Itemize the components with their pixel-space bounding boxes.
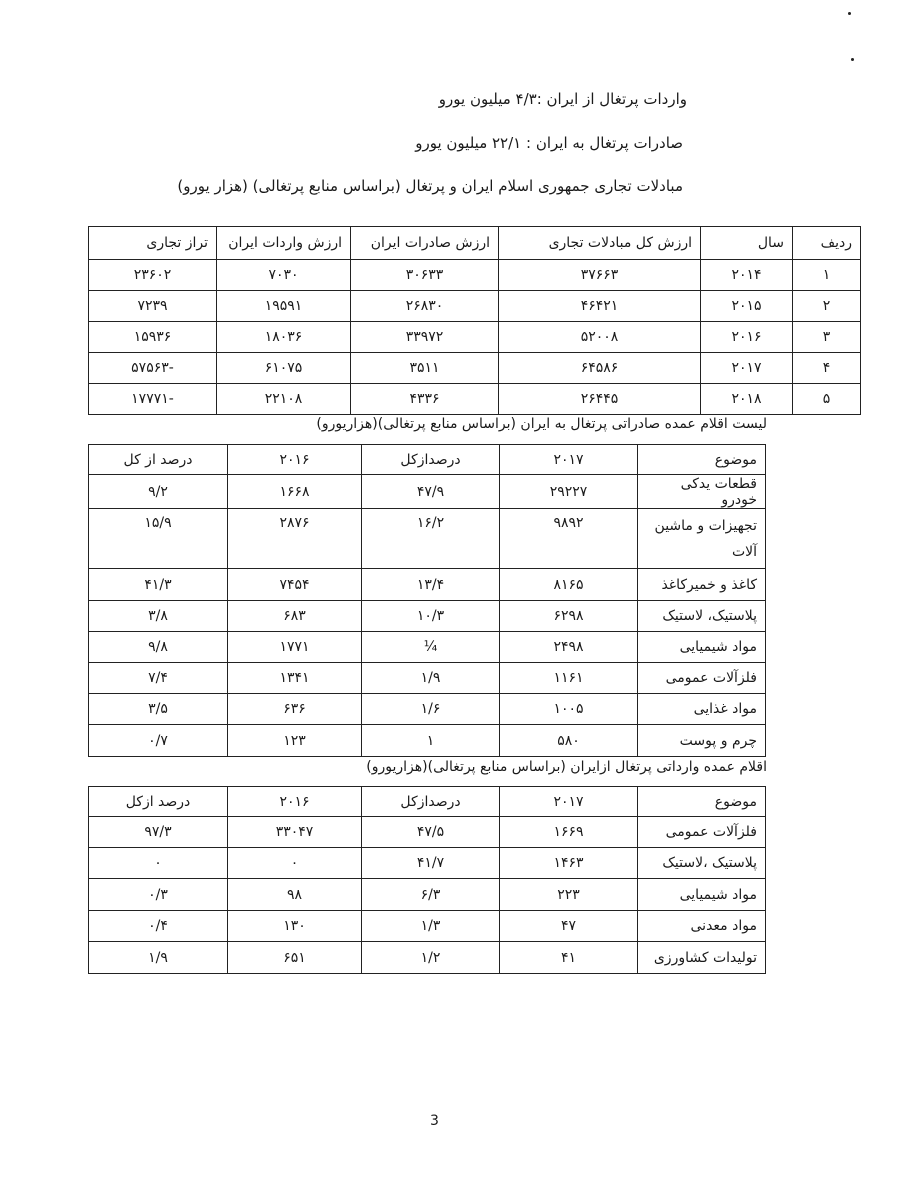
table-cell: ۴۱/۷ <box>362 848 500 879</box>
table-row <box>89 663 766 694</box>
header-cell: موضوع <box>638 787 766 817</box>
table-cell: ۸۱۶۵ <box>500 569 638 601</box>
trade-table-title: مبادلات تجاری جمهوری اسلام ایران و پرتغال (براساس منابع پرتغالی) (هزار یورو) <box>177 177 683 195</box>
table-cell: ۴۶۴۲۱ <box>499 291 701 322</box>
table-cell: ۴۱/۳ <box>89 569 228 601</box>
table-cell: ۱/۹ <box>89 942 228 974</box>
table-cell: ۲۰۱۸ <box>701 384 793 415</box>
table-cell: ۴۷/۵ <box>362 817 500 848</box>
table-cell: ۴ <box>793 353 861 384</box>
table-cell: ۷۰۳۰ <box>217 260 351 291</box>
table-cell: ۱۰/۳ <box>362 601 500 632</box>
header-cell: درصد از کل <box>89 445 228 475</box>
table-row <box>89 322 861 353</box>
table-cell: فلزآلات عمومی <box>638 817 766 848</box>
table-cell: پلاستیک، لاستیک <box>638 601 766 632</box>
table-cell: ۹/۲ <box>89 475 228 509</box>
header-cell: ۲۰۱۷ <box>500 787 638 817</box>
table-cell: ۶/۳ <box>362 879 500 911</box>
table-cell: ۱۲۳ <box>228 725 362 757</box>
table-cell: پلاستیک ،لاستیک <box>638 848 766 879</box>
table-row <box>89 384 861 415</box>
table-cell: ۱۱۶۱ <box>500 663 638 694</box>
header-cell: ردیف <box>793 227 861 260</box>
table-cell: ۲۰۱۷ <box>701 353 793 384</box>
table-cell: ۱/۹ <box>362 663 500 694</box>
table-cell: ۱۳۰ <box>228 911 362 942</box>
table-row <box>89 694 766 725</box>
table-row <box>89 475 766 509</box>
table-cell: مواد غذایی <box>638 694 766 725</box>
table-cell: -۱۷۷۷۱ <box>89 384 217 415</box>
table-cell: ۹۷/۳ <box>89 817 228 848</box>
table-row <box>89 725 766 757</box>
table-row <box>89 353 861 384</box>
table-cell: مواد شیمیایی <box>638 879 766 911</box>
table-cell: مواد شیمیایی <box>638 632 766 663</box>
trade-table <box>88 226 861 415</box>
imports-table-caption: اقلام عمده وارداتی پرتغال ازایران (براساس منابع پرتغالی)(هزاریورو) <box>366 759 767 775</box>
table-cell: چرم و پوست <box>638 725 766 757</box>
table-cell: ۰/۷ <box>89 725 228 757</box>
table-row <box>89 879 766 911</box>
header-cell: تراز تجاری <box>89 227 217 260</box>
table-cell: ۶۱۰۷۵ <box>217 353 351 384</box>
table-cell: ۴۷ <box>500 911 638 942</box>
header-cell: ۲۰۱۷ <box>500 445 638 475</box>
table-cell: ۰ <box>89 848 228 879</box>
table-cell: ۳/۵ <box>89 694 228 725</box>
table-cell: تولیدات کشاورزی <box>638 942 766 974</box>
table-cell: ۲۲۱۰۸ <box>217 384 351 415</box>
table-cell: ۱۵۹۳۶ <box>89 322 217 353</box>
table-cell: ۷۴۵۴ <box>228 569 362 601</box>
exports-summary-line: صادرات پرتغال به ایران : ۲۲/۱ میلیون یورو <box>415 134 683 152</box>
table-cell: ۵ <box>793 384 861 415</box>
scan-speck <box>851 58 854 61</box>
header-cell: درصدازکل <box>362 787 500 817</box>
table-cell: ۱۳/۴ <box>362 569 500 601</box>
table-cell: ۱ <box>362 725 500 757</box>
table-cell: قطعات یدکی خودرو <box>638 475 766 509</box>
header-cell: سال <box>701 227 793 260</box>
scan-speck <box>848 12 851 15</box>
table-cell: کاغذ و خمیرکاغذ <box>638 569 766 601</box>
header-cell: ارزش واردات ایران <box>217 227 351 260</box>
table-cell: ۱۵/۹ <box>89 509 228 569</box>
table-cell: ۷۲۳۹ <box>89 291 217 322</box>
imports-table-header <box>89 787 766 817</box>
table-cell: مواد معدنی <box>638 911 766 942</box>
table-cell: ۱۴۶۳ <box>500 848 638 879</box>
page-number: 3 <box>430 1113 439 1129</box>
table-cell: ۲۳۶۰۲ <box>89 260 217 291</box>
table-row <box>89 848 766 879</box>
table-row <box>89 601 766 632</box>
table-cell: ۴۳۳۶ <box>351 384 499 415</box>
table-cell: ۲۴۹۸ <box>500 632 638 663</box>
table-cell: ۲۶۸۳۰ <box>351 291 499 322</box>
table-cell: ۱۶۶۸ <box>228 475 362 509</box>
table-row <box>89 817 766 848</box>
table-cell: ۲ <box>793 291 861 322</box>
table-cell: ۶۳۶ <box>228 694 362 725</box>
table-cell: ۲۰۱۴ <box>701 260 793 291</box>
table-cell: ¼ <box>362 632 500 663</box>
table-cell: -۵۷۵۶۳ <box>89 353 217 384</box>
table-cell: ۳۵۱۱ <box>351 353 499 384</box>
exports-table-header <box>89 445 766 475</box>
table-cell: ۱۹۵۹۱ <box>217 291 351 322</box>
table-row <box>89 911 766 942</box>
table-cell: ۲۹۲۲۷ <box>500 475 638 509</box>
table-cell: ۳۷۶۶۳ <box>499 260 701 291</box>
table-cell: ۰/۴ <box>89 911 228 942</box>
table-cell: ۷/۴ <box>89 663 228 694</box>
table-cell: ۱/۲ <box>362 942 500 974</box>
table-cell: ۱۸۰۳۶ <box>217 322 351 353</box>
header-cell: ۲۰۱۶ <box>228 787 362 817</box>
table-row <box>89 632 766 663</box>
header-cell: ۲۰۱۶ <box>228 445 362 475</box>
table-row <box>89 260 861 291</box>
table-cell: ۱ <box>793 260 861 291</box>
header-cell: ارزش صادرات ایران <box>351 227 499 260</box>
imports-table <box>88 786 766 974</box>
exports-table <box>88 444 766 757</box>
table-cell: ۲۶۴۴۵ <box>499 384 701 415</box>
table-cell: ۳۳۰۴۷ <box>228 817 362 848</box>
table-cell: ۶۴۵۸۶ <box>499 353 701 384</box>
table-cell: ۳ <box>793 322 861 353</box>
table-cell: ۹۸۹۲ <box>500 509 638 569</box>
imports-summary-line: واردات پرتغال از ایران :۴/۳ میلیون یورو <box>438 90 687 108</box>
table-cell: ۱۶۶۹ <box>500 817 638 848</box>
table-cell: ۵۲۰۰۸ <box>499 322 701 353</box>
table-cell: ۲۲۳ <box>500 879 638 911</box>
trade-table-header <box>89 227 861 260</box>
table-cell: ۴۷/۹ <box>362 475 500 509</box>
table-cell: ۱/۶ <box>362 694 500 725</box>
table-cell: ۲۰۱۵ <box>701 291 793 322</box>
table-cell: ۴۱ <box>500 942 638 974</box>
table-row <box>89 942 766 974</box>
table-cell: ۵۸۰ <box>500 725 638 757</box>
table-cell: ۳۰۶۳۳ <box>351 260 499 291</box>
table-cell: ۱۰۰۵ <box>500 694 638 725</box>
table-cell: فلزآلات عمومی <box>638 663 766 694</box>
table-cell: تجهیزات و ماشین آلات <box>638 509 766 569</box>
table-cell: ۰/۳ <box>89 879 228 911</box>
table-cell: ۶۸۳ <box>228 601 362 632</box>
table-cell: ۶۲۹۸ <box>500 601 638 632</box>
table-cell: ۰ <box>228 848 362 879</box>
table-cell: ۶۵۱ <box>228 942 362 974</box>
exports-table-caption: لیست اقلام عمده صادراتی پرتغال به ایران (براساس منابع پرتغالی)(هزاریورو) <box>316 416 767 432</box>
header-cell: ارزش کل مبادلات تجاری <box>499 227 701 260</box>
table-cell: ۱۳۴۱ <box>228 663 362 694</box>
table-row <box>89 569 766 601</box>
table-cell: ۹۸ <box>228 879 362 911</box>
header-cell: درصدازکل <box>362 445 500 475</box>
header-cell: درصد ازکل <box>89 787 228 817</box>
header-cell: موضوع <box>638 445 766 475</box>
table-cell: ۳/۸ <box>89 601 228 632</box>
table-row <box>89 291 861 322</box>
table-cell: ۲۰۱۶ <box>701 322 793 353</box>
table-cell: ۱۶/۲ <box>362 509 500 569</box>
table-cell: ۱/۳ <box>362 911 500 942</box>
table-row <box>89 509 766 569</box>
table-cell: ۳۳۹۷۲ <box>351 322 499 353</box>
table-cell: ۲۸۷۶ <box>228 509 362 569</box>
table-cell: ۱۷۷۱ <box>228 632 362 663</box>
table-cell: ۹/۸ <box>89 632 228 663</box>
